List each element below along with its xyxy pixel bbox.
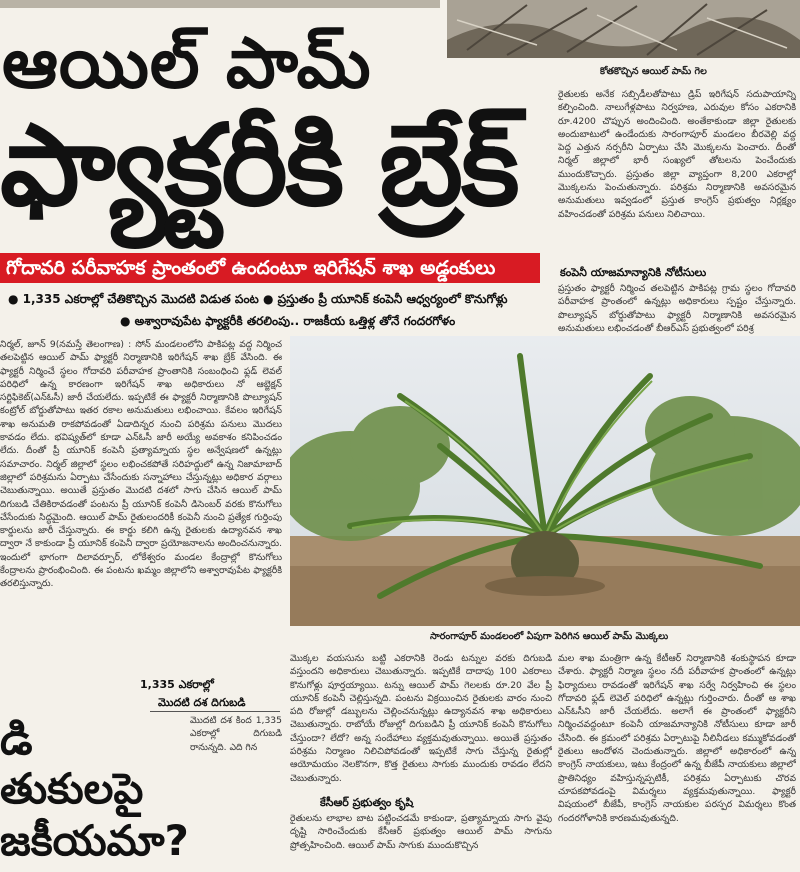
left-heading-rule xyxy=(150,711,280,712)
left-column-text2: మొదటి దశ కింద 1,335 ఎకరాల్లో దిగుబడి రానున్నది. ఎది గిన xyxy=(190,715,282,753)
oil-palm-photo xyxy=(290,336,800,626)
left-column-text: నిర్మల్, జూన్ 9(నమస్తే తెలంగాణ) : సోన్ మండలంలోని పాకిపట్ల వద్ద నిర్మించ తలపెట్టిన ఆయిల్ పామ్ ఫ్యాక్టరీ నిర్మాణానికి ఇరిగేషన్ శాఖ బ్రేక్ వేసింది. ఈ ఫ్యాక్టరీ నిర్మించే స్థలం గోదావరి పరీవాహక ప్రాంతానికి సంబంధించి ఫ్లడ్ లెవల్ పరిధిలో ఉన్న కారణంగా ఇరిగేషన్ శాఖ అధికారులు నో ఆబ్జెక్షన్ సర్టిఫికెట్(ఎన్ఓసీ) జారీ చేయలేదు. ఇప్పటికే ఈ ఫ్యాక్టరీ నిర్మాణానికి పొల్యూషన్ కంట్రోల్ బోర్డుతోపాటు ఇతర రకాల అనుమతులు లభించాయి. కేవలం ఇరిగేషన్ శాఖ అనుమతి రాకపోవడంతో ఏడాదిన్నర నుంచి పరిశ్రమ పనులు మొదలు కావడం లేదు. భవిష్యత్‌లో కూడా ఎన్ఓసీ జారీ అయ్యే అవకాశం కనిపించడం లేదు. దీంతో ప్రీ యూనిక్ కంపెనీ ప్రత్యామ్నాయ స్థల అన్వేషణలో ఉన్నట్లు సమాచారం. నిర్మల్ జిల్లాలో స్థలం లభించకపోతే సరిహద్దులో ఉన్న నిజామాబాద్ జిల్లాలో పరిశ్రమను ఏర్పాటు చేసేందుకు సన్నాహాలు చేస్తున్నట్లు అధికార వర్గాలు చెబుతున్నాయి. అయితే ప్రస్తుతం మొదటి దశలో సాగు చేసిన ఆయిల్ పామ్ దిగుబడి చేతికిరావడంతో పంటను ప్రీ యూనిక్ కంపెనీ డిసెంబర్ వరకు కొనుగోలు చేసేందుకు సిద్ధమైంది. ఆయిల్ పామ్ రైతులందరికీ కంపెనీ నుంచి ప్రత్యేక గుర్తింపు కార్డులను జారీ చేస్తున్నారు. ఈ కార్డు కలిగి ఉన్న రైతులకు ఉద్యానవన శాఖ ద్వారా నే కాకుండా ప్రీ యూనిక్ కంపెనీ ద్వారా ప్రయోజనాలను అందించనున్నారు. ఇందులో భాగంగా దిలావర్పూర్, లోకేశ్వరం మండల కేంద్రాల్లో కొనుగోలు కేంద్రాలను ప్రారంభించింది. ఈ పంటను ఖమ్మం జిల్లాలోని అశ్వారావుపేట ఫ్యాక్టరీకి తరలిస్తున్నారు. xyxy=(0,339,282,590)
bottom-middle-text: మొక్కల వయసును బట్టి ఎకరానికి రెండు టన్నుల వరకు దిగుబడి వస్తుందని అధికారులు చెబుతున్నారు. ఇప్పటికే దాదాపు 100 ఎకరాలు కొనుగోళ్లు పూర్తయ్యాయి. టన్ను ఆయిల్ పామ్ గెలలకు రూ.20 వేల ప్రీ యూనిక్ కంపెనీ చెల్లిస్తున్నది. పంటను విక్రయించిన రైతులకు వారం నుంచి పది రోజుల్లో డబ్బులను చెల్లించనున్నట్లు ఉద్యానవన శాఖ అధికారులు చెబుతున్నారు. రాబోయే రోజుల్లో దిగుబడిని ప్రీ యూనిక్ కంపెనీ కొనుగోలు చేస్తుందా? లేదో? అన్న సందేహాలు వ్యక్తమవుతున్నాయి. అయితే ప్రస్తుతం పరిశ్రమ నిర్మాణం నిలిచిపోవడంతో ఇప్పటికే సాగు చేస్తున్న రైతుల్లో ఆయోమయం నెలకొనగా, కొత్త రైతులు సాగుకు ముందుకు రావడం లేదని చెబుతున్నారు. xyxy=(290,653,552,784)
side-headline-3: జకీయమా? xyxy=(0,816,189,865)
oil-palm-tree-image xyxy=(290,336,800,626)
headline-line1: ఆయిల్ పామ్ xyxy=(2,22,372,104)
left-column-heading-1: 1,335 ఎకరాల్లో xyxy=(140,678,214,691)
top-left-image-strip xyxy=(0,0,440,8)
bottom-right-text: మల శాఖ మంత్రిగా ఉన్న కేటీఆర్ నిర్మాణానికి శంకుస్థాపన కూడా చేశారు. ఫ్యాక్టరీ నిర్మాణ స్థలం నదీ పరీవాహక ప్రాంతంలో ఉన్నట్లు ఫిర్యాదులు రావడంతో ఇరిగేషన్ శాఖ సర్వే నిర్వహించి ఈ స్థలం గోదావరి ఫ్లడ్ లెవెల్ పరిధిలో ఉన్నట్లు గుర్తించారు. దీంతో ఆ శాఖ ఎన్ఓసీని జారీ చేయలేదు. అలాగే ఈ ప్రాంతంలో ఫ్యాక్టరీని నిర్మించవద్దంటూ కంపెనీ యాజమాన్యానికి నోటీసులు కూడా జారీ చేసింది. ఈ క్రమంలో పరిశ్రమ ఏర్పాటుపై నీలినీడలు కమ్ముకోవడంతో రైతులు ఆందోళన చెందుతున్నారు. జిల్లాలో అధికారంలో ఉన్న కాంగ్రెస్ నాయకులు, ఇటు కేంద్రంలో ఉన్న బీజేపీ నాయకులు జిల్లాలో ప్రాతినిధ్యం వహిస్తున్నప్పటికీ, పరిశ్రమ ఏర్పాటుకు చొరవ చూపకపోవడంపై విమర్శలు వ్యక్తమవుతున్నాయి. ఫ్యాక్టరీ విషయంలో బీజేపీ, కాంగ్రెస్ నాయకుల పరస్పర విమర్శలు కొంత గందరగోళానికి కారణమవుతున్నది. xyxy=(558,653,796,824)
bottom-middle-text2: రైతులను లాభాల బాట పట్టించడమే కాకుండా, ప్రత్యామ్నాయ సాగు వైపు దృష్టి సారించేందుకు కేసీఆర్ ప్రభుత్వం ఆయిల్ పామ్ సాగును ప్రోత్సహించింది. ఆయిల్ పామ్ సాగుకు ముందుకొచ్చిన xyxy=(290,813,552,851)
headline-strap: గోదావరి పరీవాహక ప్రాంతంలో ఉందంటూ ఇరిగేషన్ శాఖ అడ్డంకులు xyxy=(0,253,540,283)
side-headline-2: తుకులపై xyxy=(0,764,144,813)
right-column-text: రైతులకు అనేక సబ్సిడీలతోపాటు డ్రిప్ ఇరిగేషన్ సదుపాయాన్ని కల్పించింది. నాలుగేళ్లపాటు నిర్వహణ, ఎరువుల కోసం ఎకరానికి రూ.4200 చొప్పున అందించింది. అంతేకాకుండా జిల్లా రైతులకు అందుబాటులో ఉండేందుకు సారంగాపూర్ మండలం బీరవెల్లి వద్ద పెద్ద ఎత్తున నర్సరీని ఏర్పాటు చేసి మొక్కలను పెంచారు. దీంతో నిర్మల్ జిల్లాలో భారీ సంఖ్యలో తోటలను పెంచేందుకు ముందుకొచ్చారు. ప్రస్తుతం జిల్లా వ్యాప్తంగా 8,200 ఎకరాల్లో మొక్కలను పెంచుతున్నారు. పరిశ్రమ నిర్మాణానికి అవసరమైన అనుమతులు ఇవ్వడంలో ప్రస్తుత కాంగ్రెస్ ప్రభుత్వం నిర్లక్ష్యం వహించడంతో పరిశ్రమ పనులు నిలిచాయి. xyxy=(558,89,796,220)
bottom-middle-heading: కేసీఆర్ ప్రభుత్వం కృషి xyxy=(320,796,414,809)
right-column-text2: ప్రస్తుతం ఫ్యాక్టరీ నిర్మించ తలపెట్టిన పాకిపట్ల గ్రామ స్థలం గోదావరి పరీవాహక ప్రాంతంలో ఉన్నట్లు అధికారులు స్పష్టం చేస్తున్నారు. పొల్యూషన్ బోర్డుతోపాటు ఫ్యాక్టరీ నిర్మాణానికి అవసరమైన అనుమతులు లభించడంతో బీఆర్ఎస్ ప్రభుత్వంలో పరిశ్ర xyxy=(558,283,796,334)
photo-caption: సారంగాపూర్ మండలంలో ఏపుగా పెరిగిన ఆయిల్ పామ్ మొక్కలు xyxy=(430,631,669,642)
top-right-photo xyxy=(447,0,800,58)
top-photo-caption: కోతకొచ్చిన ఆయిల్ పామ్ గెల xyxy=(600,66,707,77)
headline-line2: ఫ్యాక్టరీకి బ్రేక్ xyxy=(0,101,518,231)
subhead-1: ● 1,335 ఎకరాల్లో చేతికొచ్చిన మొదటి విడుత పంట ● ప్రస్తుతం ప్రీ యూనిక్ కంపెనీ ఆధ్వర్యంలో కొనుగోళ్లు xyxy=(8,292,508,306)
subhead-2: ● అశ్వారావుపేట ఫ్యాక్టరీకి తరలింపు.. రాజకీయ ఒత్తిళ్ల తోనే గందరగోళం xyxy=(120,314,456,328)
right-column-heading: కంపెనీ యాజమాన్యానికి నోటీసులు xyxy=(560,266,707,279)
left-column-heading-2: మొదటి దశ దిగుబడి xyxy=(158,696,246,709)
oil-palm-bunch-image xyxy=(447,0,800,58)
side-headline-1: డి xyxy=(0,714,33,765)
